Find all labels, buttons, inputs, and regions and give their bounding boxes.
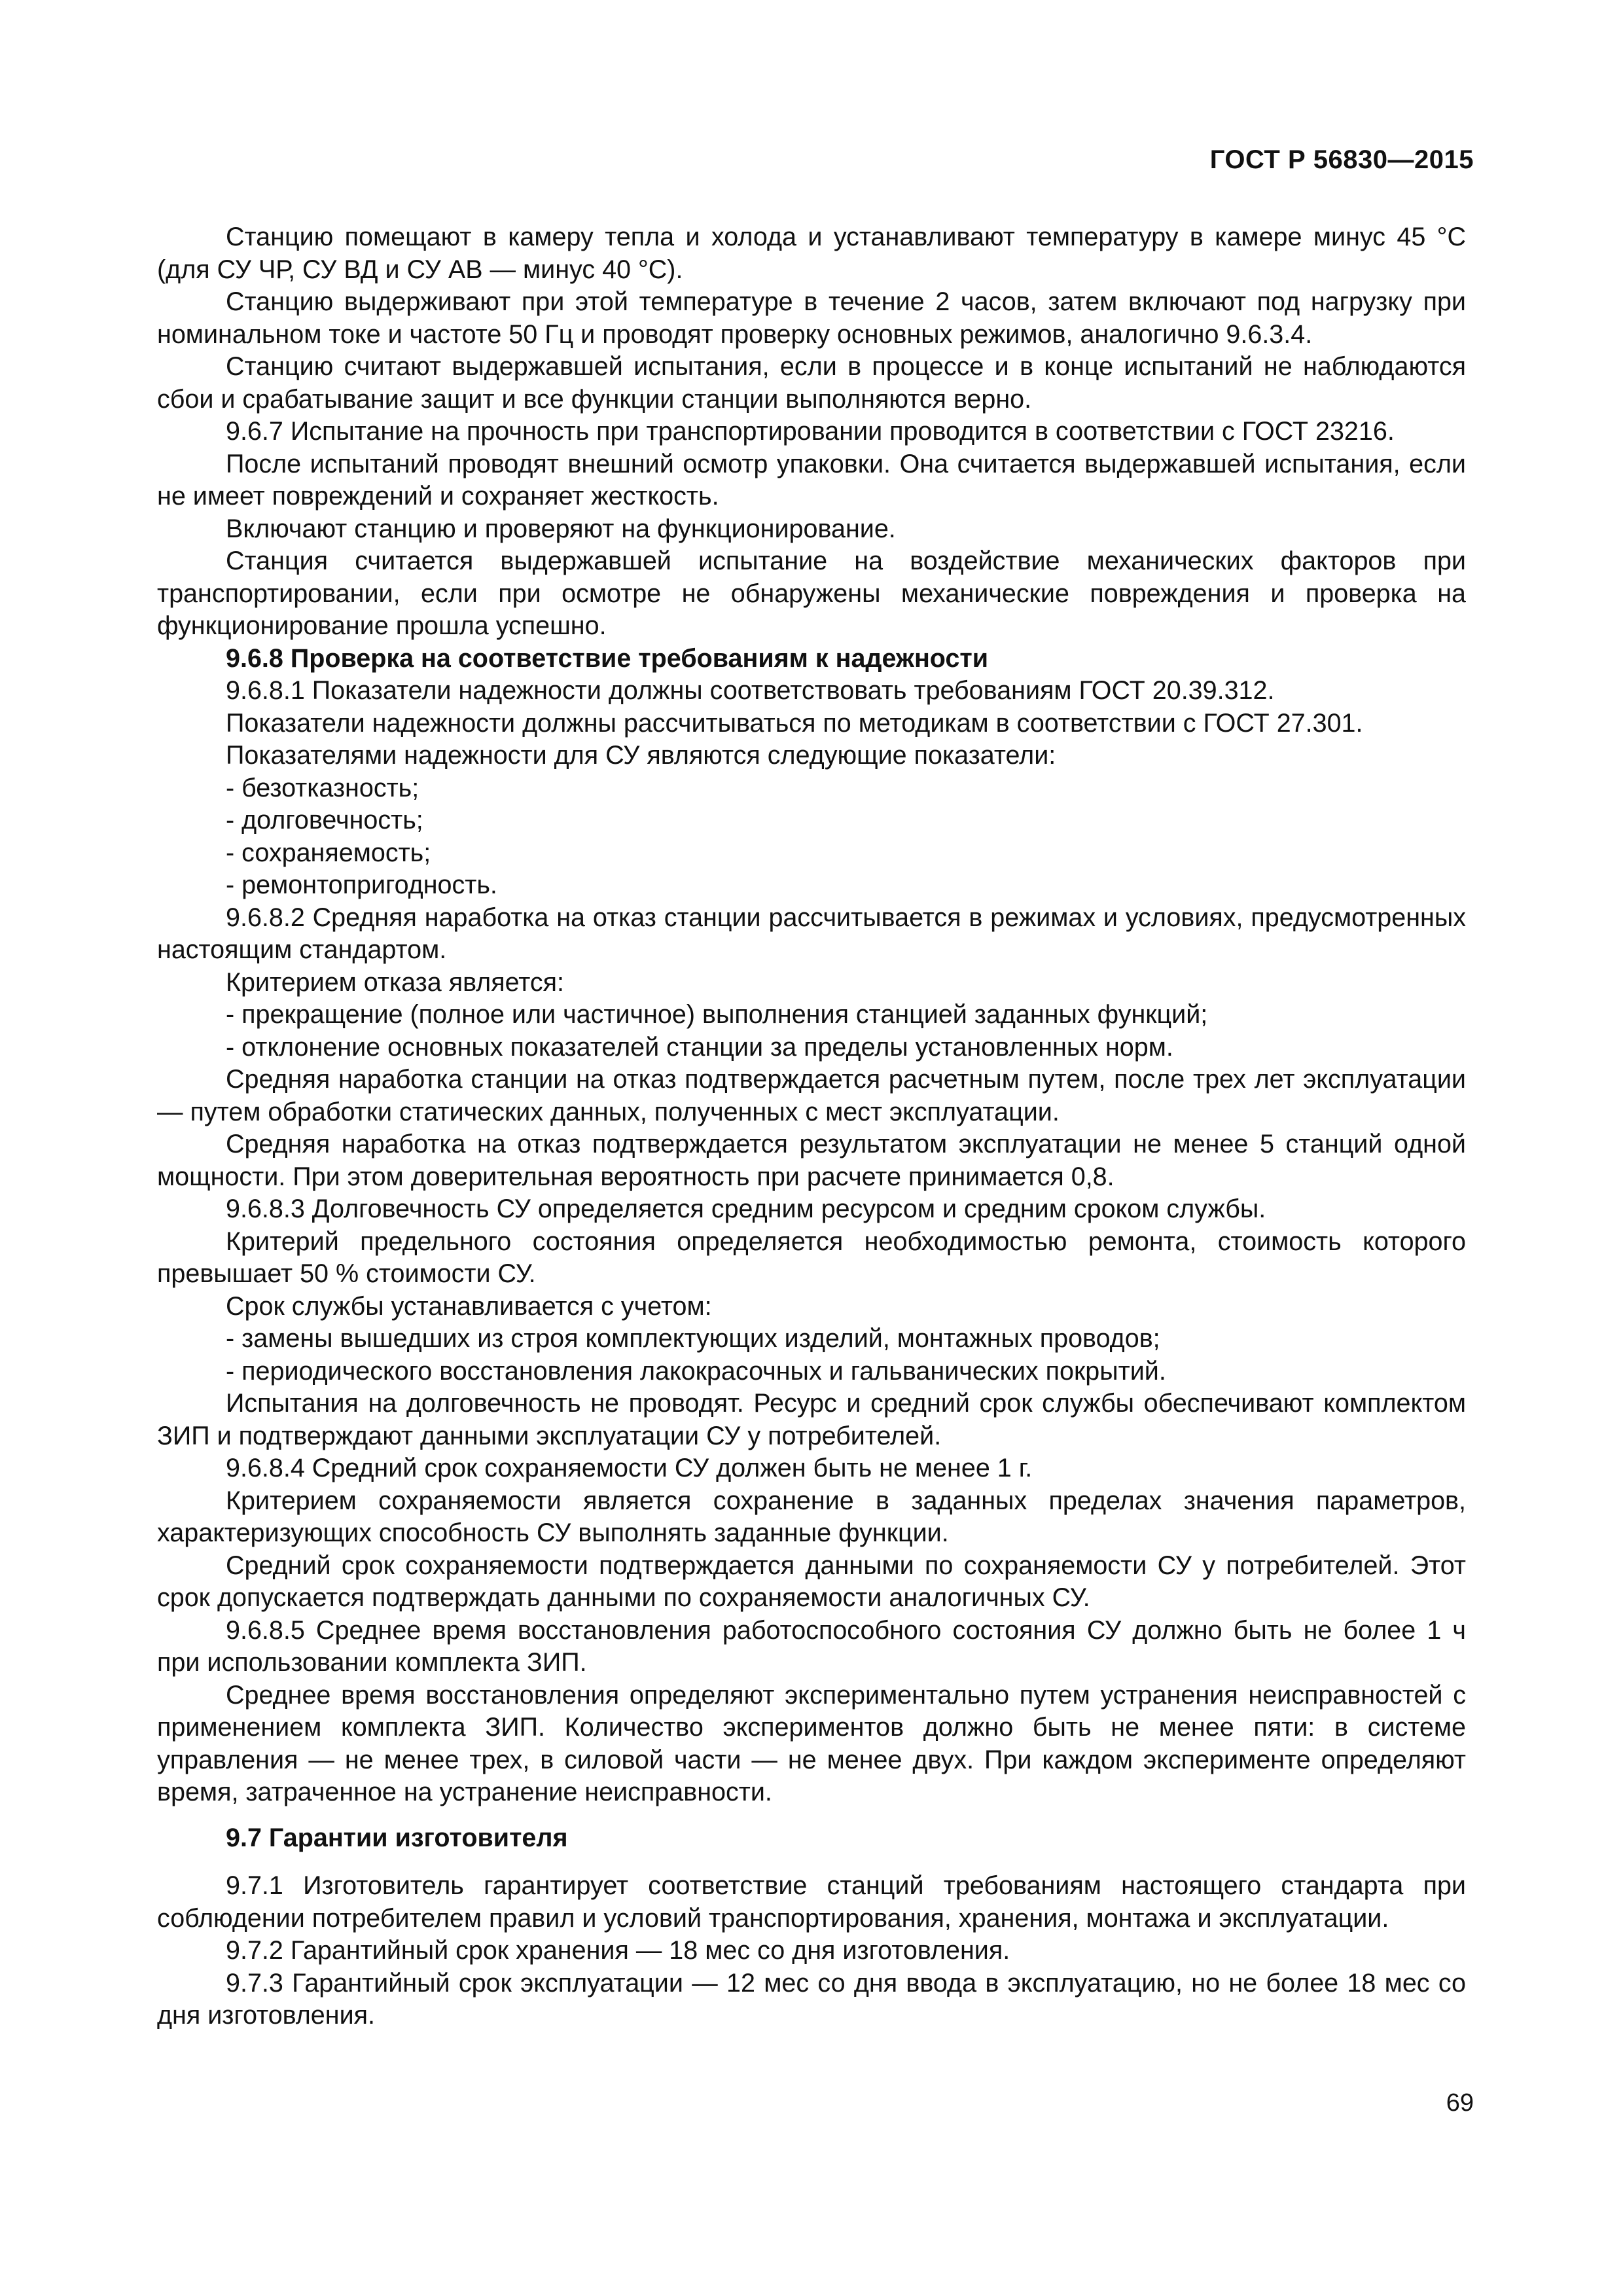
paragraph: Средний срок сохраняемости подтверждается данными по сохраняемости СУ у потребителей. Этот срок допускается подтверждать данными по сохраняемости аналогичных СУ. xyxy=(157,1551,1466,1612)
paragraph: 9.6.8.4 Средний срок сохраняемости СУ должен быть не менее 1 г. xyxy=(226,1454,1033,1482)
section-heading: 9.6.8 Проверка на соответствие требованиям к надежности xyxy=(226,643,988,673)
paragraph: Среднее время восстановления определяют экспериментально путем устранения неисправностей с применением комплекта ЗИП. Количество экспериментов должно быть не менее пяти: в системе управления — не менее трех, в силовой части — не менее двух. При каждом эксперименте определяют время, затраченное на устранение неисправности. xyxy=(157,1680,1466,1806)
section-heading: 9.7 Гарантии изготовителя xyxy=(226,1823,568,1852)
paragraph: Срок службы устанавливается с учетом: xyxy=(226,1291,712,1321)
paragraph: 9.7.2 Гарантийный срок хранения — 18 мес со дня изготовления. xyxy=(226,1936,1010,1965)
list-item: - прекращение (полное или частичное) выполнения станцией заданных функций; xyxy=(226,1000,1208,1029)
list-item: - периодического восстановления лакокрасочных и гальванических покрытий. xyxy=(226,1356,1166,1386)
paragraph: Станция считается выдержавшей испытание на воздействие механических факторов при транспортировании, если при осмотре не обнаружены механические повреждения и проверка на функционирование прошла успешно. xyxy=(157,547,1466,640)
paragraph: Средняя наработка на отказ подтверждается результатом эксплуатации не менее 5 станций одной мощности. При этом доверительная вероятность при расчете принимается 0,8. xyxy=(157,1130,1466,1191)
paragraph: 9.6.8.5 Среднее время восстановления работоспособного состояния СУ должно быть не более 1 ч при использовании комплекта ЗИП. xyxy=(157,1615,1466,1677)
document-body xyxy=(157,221,1466,2032)
paragraph: Критерием сохраняемости является сохранение в заданных пределах значения параметров, характеризующих способность СУ выполнять заданные функции. xyxy=(157,1486,1466,1547)
paragraph: 9.6.8.1 Показатели надежности должны соответствовать требованиям ГОСТ 20.39.312. xyxy=(226,676,1275,705)
list-item: - сохраняемость; xyxy=(226,838,431,867)
paragraph: Станцию считают выдержавшей испытания, если в процессе и в конце испытаний не наблюдаются сбои и срабатывание защит и все функции станции выполняются верно. xyxy=(157,352,1466,414)
paragraph: После испытаний проводят внешний осмотр упаковки. Она считается выдержавшей испытания, если не имеет повреждений и сохраняет жесткость. xyxy=(157,449,1466,511)
paragraph: 9.6.8.2 Средняя наработка на отказ станции рассчитывается в режимах и условиях, предусмотренных настоящим стандартом. xyxy=(157,903,1466,964)
paragraph: Станцию выдерживают при этой температуре в течение 2 часов, затем включают под нагрузку при номинальном токе и частоте 50 Гц и проводят проверку основных режимов, аналогично 9.6.3.4. xyxy=(157,287,1466,349)
paragraph: Критерий предельного состояния определяется необходимостью ремонта, стоимость которого превышает 50 % стоимости СУ. xyxy=(157,1227,1466,1288)
paragraph: 9.7.1 Изготовитель гарантирует соответствие станций требованиям настоящего стандарта при соблюдении потребителем правил и условий транспортирования, хранения, монтажа и эксплуатации. xyxy=(157,1871,1466,1933)
list-item: - долговечность; xyxy=(226,806,423,834)
document-id-header: ГОСТ Р 56830—2015 xyxy=(1209,145,1474,174)
list-item: - отклонение основных показателей станции за пределы установленных норм. xyxy=(226,1032,1173,1062)
list-item: - безотказность; xyxy=(226,773,419,802)
paragraph: Показателями надежности для СУ являются следующие показатели: xyxy=(226,741,1056,770)
paragraph: Включают станцию и проверяют на функционирование. xyxy=(226,514,896,543)
paragraph: Критерием отказа является: xyxy=(226,967,565,997)
paragraph: Испытания на долговечность не проводят. Ресурс и средний срок службы обеспечивают комплектом ЗИП и подтверждают данными эксплуатации СУ у потребителей. xyxy=(157,1389,1466,1450)
list-item: - замены вышедших из строя комплектующих изделий, монтажных проводов; xyxy=(226,1324,1160,1353)
paragraph: 9.7.3 Гарантийный срок эксплуатации — 12 мес со дня ввода в эксплуатацию, но не более 18 мес со дня изготовления. xyxy=(157,1968,1466,2030)
list-item: - ремонтопригодность. xyxy=(226,870,497,899)
page-number: 69 xyxy=(1446,2089,1474,2117)
paragraph: 9.6.7 Испытание на прочность при транспортировании проводится в соответствии с ГОСТ 23216. xyxy=(226,417,1395,446)
paragraph: Станцию помещают в камеру тепла и холода и устанавливают температуру в камере минус 45 °С (для СУ ЧР, СУ ВД и СУ АВ — минус 40 °С). xyxy=(157,223,1466,284)
paragraph: Показатели надежности должны рассчитываться по методикам в соответствии с ГОСТ 27.301. xyxy=(226,708,1363,738)
paragraph: 9.6.8.3 Долговечность СУ определяется средним ресурсом и средним сроком службы. xyxy=(226,1194,1266,1223)
paragraph: Средняя наработка станции на отказ подтверждается расчетным путем, после трех лет эксплуатации — путем обработки статических данных, полученных с мест эксплуатации. xyxy=(157,1065,1466,1126)
